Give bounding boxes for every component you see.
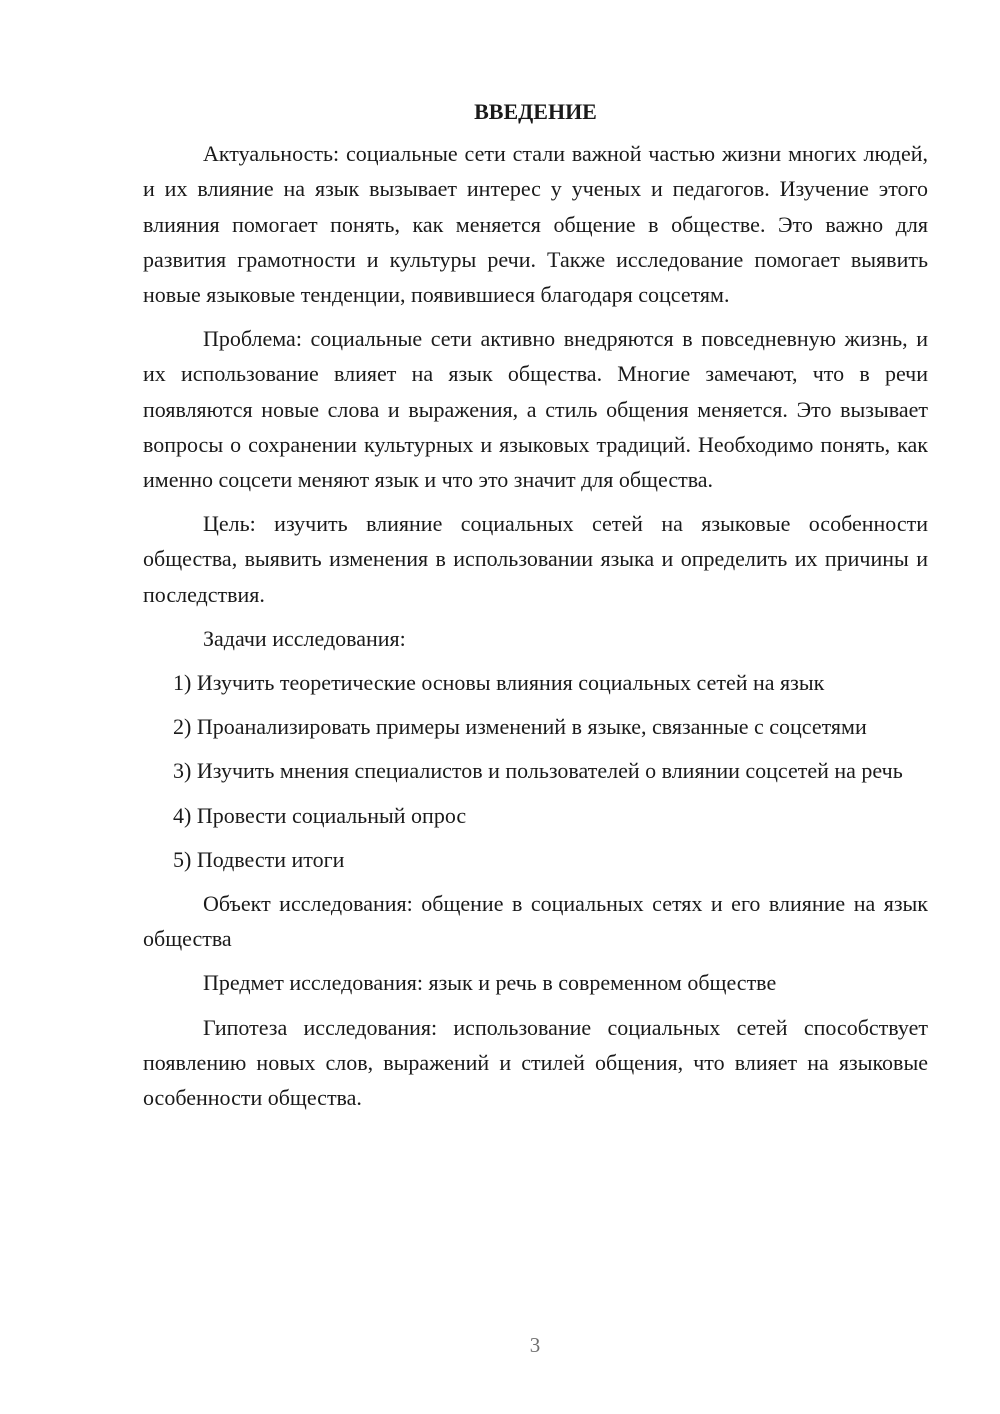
paragraph-relevance: Актуальность: социальные сети стали важной частью жизни многих людей, и их влияние на язык вызывает интерес у ученых и педагогов. Изучение этого влияния помогает понять, как меняется общение в обществе. Это важно для развития грамотности и культуры речи. Также исследование помогает выявить новые языковые тенденции, появившиеся благодаря соцсетям. bbox=[143, 141, 928, 308]
task-list bbox=[143, 665, 928, 877]
paragraph-subject: Предмет исследования: язык и речь в современном обществе bbox=[203, 970, 777, 996]
paragraph-object: Объект исследования: общение в социальных сетях и его влияние на язык общества bbox=[143, 891, 928, 952]
section-title: ВВЕДЕНИЕ bbox=[474, 99, 597, 124]
page-number: 3 bbox=[529, 1333, 541, 1357]
task-item-2: 2) Проанализировать примеры изменений в языке, связанные с соцсетями bbox=[173, 714, 867, 740]
tasks-heading: Задачи исследования: bbox=[203, 625, 406, 651]
task-item-4: 4) Провести социальный опрос bbox=[173, 802, 467, 828]
paragraph-hypothesis: Гипотеза исследования: использование социальных сетей способствует появлению новых слов, выражений и стилей общения, что влияет на языковые особенности общества. bbox=[143, 1014, 928, 1111]
paragraph-problem: Проблема: социальные сети активно внедряются в повседневную жизнь, и их использование влияет на язык общества. Многие замечают, что в речи появляются новые слова и выражения, а стиль общения меняется. Это вызывает вопросы о сохранении культурных и языковых традиций. Необходимо понять, как именно соцсети меняют язык и что это значит для общества. bbox=[143, 326, 928, 493]
task-item-5: 5) Подвести итоги bbox=[173, 846, 345, 872]
page-content bbox=[143, 94, 928, 1124]
paragraph-goal: Цель: изучить влияние социальных сетей на языковые особенности общества, выявить изменения в использовании языка и определить их причины и последствия. bbox=[143, 511, 928, 607]
task-item-1: 1) Изучить теоретические основы влияния социальных сетей на язык bbox=[173, 670, 825, 696]
task-item-3: 3) Изучить мнения специалистов и пользователей о влиянии соцсетей на речь bbox=[173, 758, 903, 784]
